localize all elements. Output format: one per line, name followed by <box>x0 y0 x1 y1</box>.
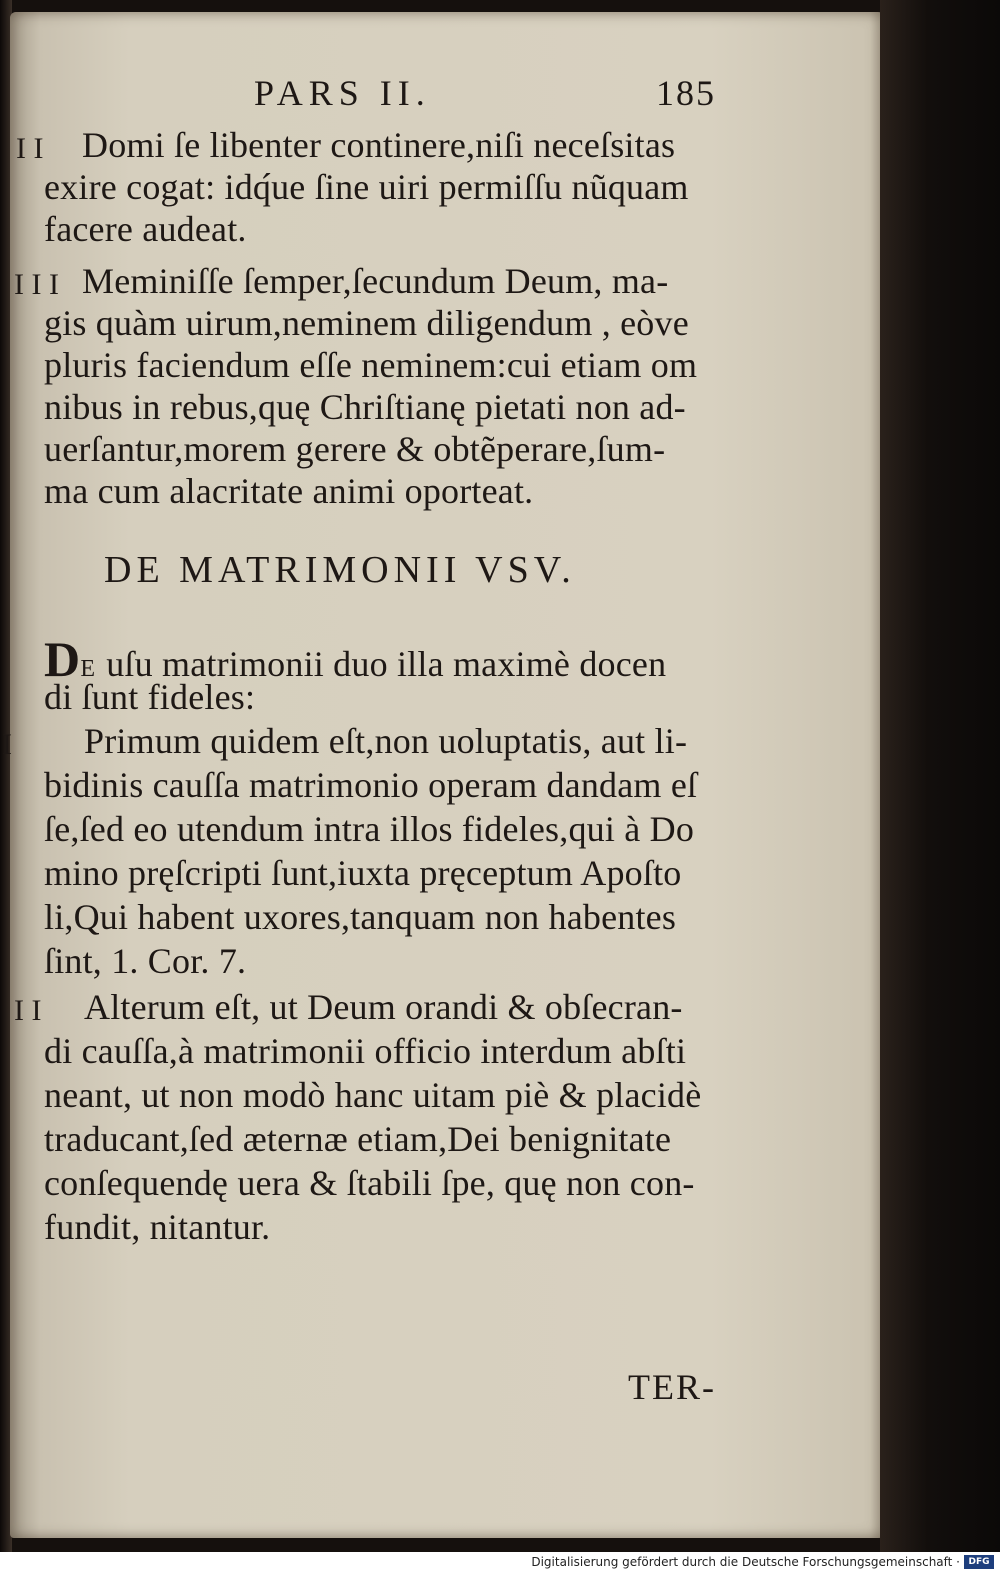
text-line: traducant,ſed æternæ etiam,Dei benignitate <box>44 1119 672 1159</box>
text-line: ſe,ſed eo utendum intra illos fideles,qui à Do <box>44 809 695 849</box>
catchword: TER- <box>628 1367 716 1407</box>
text-line: di ſunt fideles: <box>44 677 256 717</box>
text-line: li,Qui habent uxores,tanquam non habentes <box>44 897 677 937</box>
text-line: Domi ſe libenter continere,niſi neceſsitas <box>82 125 676 165</box>
text-line: exire cogat: idq́ue ſine uiri permiſſu nũquam <box>44 167 689 207</box>
text-line: uerſantur,morem gerere & obtẽperare,ſum- <box>44 429 666 469</box>
text-line: Primum quidem eſt,non uoluptatis, aut li- <box>84 721 688 761</box>
dfg-logo-icon: DFG <box>964 1555 994 1569</box>
item-marker: I <box>2 728 12 761</box>
text-line: facere audeat. <box>44 209 247 249</box>
text-line: gis quàm uirum,neminem diligendum , eòve <box>44 303 689 343</box>
text-line: conſequendę uera & ſtabili ſpe, quę non con- <box>44 1163 695 1203</box>
page-number: 185 <box>656 73 716 113</box>
text-line: neant, ut non modò hanc uitam piè & placidè <box>44 1075 702 1115</box>
text-line: pluris faciendum eſſe neminem:cui etiam om <box>44 345 698 385</box>
text-line: ſint, 1. Cor. 7. <box>44 941 247 981</box>
initial-letter: D <box>44 631 81 687</box>
text-line: bidinis cauſſa matrimonio operam dandam eſ <box>44 765 698 805</box>
text-fragment: uſu matrimonii duo illa maximè docen <box>106 644 667 684</box>
section-title: DE MATRIMONII VSV. <box>104 549 576 591</box>
text-line: Alterum eſt, ut Deum orandi & obſecran- <box>84 987 683 1027</box>
footer-credit: Digitalisierung gefördert durch die Deutsche Forschungsgemeinschaft · <box>531 1555 960 1569</box>
item-marker: I I <box>14 994 42 1027</box>
text-line: mino pręſcripti ſunt,iuxta pręceptum Apoſto <box>44 853 682 893</box>
running-head: PARS II. <box>254 73 431 113</box>
item-marker: I I <box>16 132 44 165</box>
text-line: nibus in rebus,quę Chriſtianę pietati non ad- <box>44 387 686 427</box>
text-line: ma cum alacritate animi oporteat. <box>44 471 534 511</box>
text-line: di cauſſa,à matrimonii officio interdum abſti <box>44 1031 687 1071</box>
text-line: fundit, nitantur. <box>44 1207 271 1247</box>
initial-smallcap: E <box>80 656 97 682</box>
text-line: Meminiſſe ſemper,ſecundum Deum, ma- <box>82 261 669 301</box>
item-marker: I I I <box>14 268 59 301</box>
